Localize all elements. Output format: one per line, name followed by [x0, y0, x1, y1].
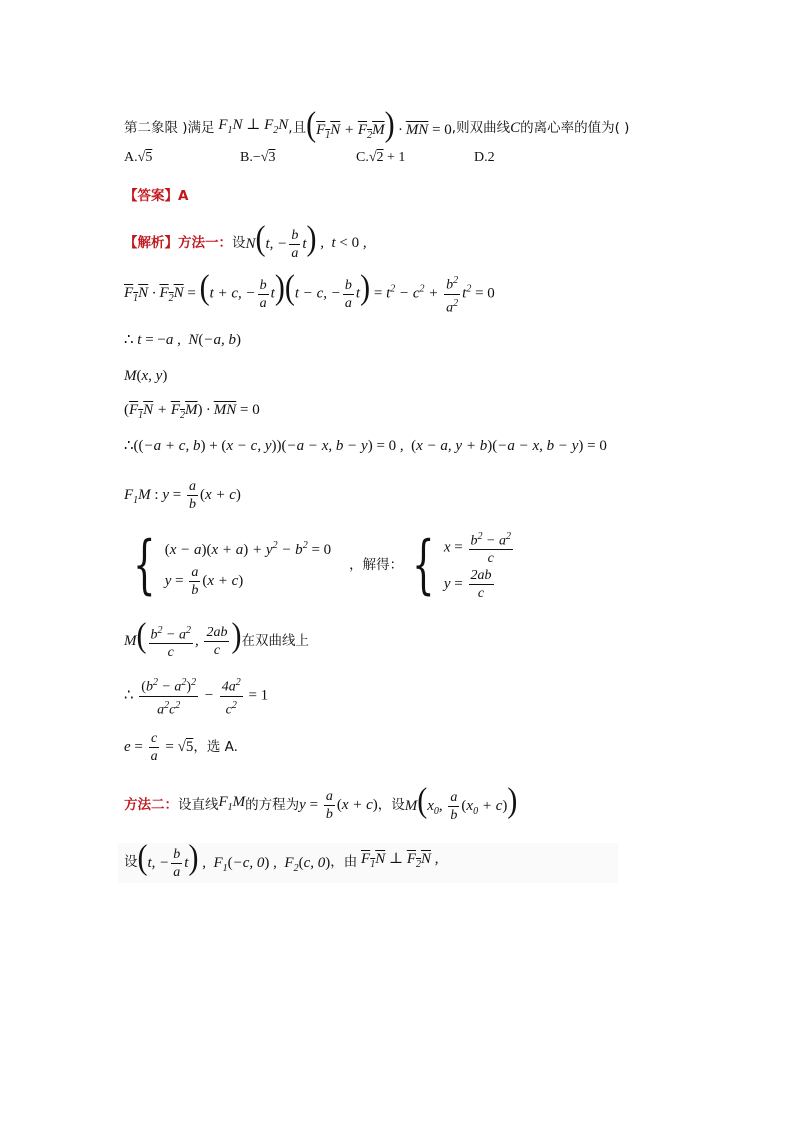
line-name: $F_1M$	[218, 794, 246, 813]
method1-line	[124, 219, 367, 262]
method2-text3: ，设	[377, 797, 405, 813]
m-coords-line	[124, 616, 309, 661]
m-point-line	[124, 366, 167, 386]
method2-last-a: 设	[124, 854, 138, 870]
dot-condition: $(F_1N + F_2M) \cdot \overline{MN} = 0$	[306, 105, 452, 144]
perp-condition: $F_1N$ ⊥ $F_2N$	[214, 117, 289, 136]
method2-perp: $F_1N$ ⊥ $F_2N$ ,	[361, 851, 439, 870]
option-d: D.2	[474, 150, 495, 165]
question-mid: ,且	[288, 120, 307, 136]
curve-name: C	[510, 120, 521, 136]
options-line	[124, 148, 495, 168]
on-hyperbola: 在双曲线上	[241, 633, 309, 649]
method2-m-point: $M(x_0$, $\frac{a}{b}$ $(x_0 + c)$)	[404, 781, 518, 824]
hyperbola-eq: ∴ $\frac{(b^2 - a^2)^2}{a^2c^2}$ − $\frac{4a^2}{c^2}$ = 1	[124, 674, 268, 718]
option-b: B.−√3	[240, 150, 276, 165]
method2-text1: 设直线	[178, 797, 219, 813]
line-f1m	[124, 478, 241, 512]
question-suffix: 的离心率的值为( )	[520, 120, 630, 136]
choose-answer: ，选 A.	[193, 739, 238, 755]
method2-line-eq: y = $\frac{a}{b}$ (x + c)	[299, 788, 378, 822]
analysis-label: 【解析】方法一：	[124, 235, 232, 251]
option-a: A.√5	[124, 150, 153, 165]
method1-set: 设	[232, 235, 246, 251]
method2-label: 方法二：	[124, 797, 178, 813]
method2-line	[124, 781, 518, 824]
t-result-line	[124, 330, 241, 350]
eccentricity: e = $\frac{c}{a}$ = √5	[124, 730, 194, 764]
answer-label: 【答案】A	[124, 188, 189, 204]
option-c: C.√2 + 1	[356, 150, 406, 165]
method2-last-b: ，由	[330, 854, 358, 870]
method2-last-line	[124, 838, 439, 881]
hyperbola-eq-line	[124, 676, 268, 716]
solve-label: ，解得：	[349, 557, 404, 573]
left-brace: {	[133, 528, 156, 602]
system-equations: $(x - a)(x + a) + y^2 - b^2 = 0$ y = $\frac{a}{b}$ (x + c)	[164, 539, 332, 598]
eccentricity-line	[124, 730, 238, 764]
t-condition: , t < 0 ,	[316, 235, 367, 251]
solution-equations: x = $\frac{b^2 - a^2}{c}$ y = $\frac{2ab}{c}$	[444, 528, 515, 603]
answer-line	[124, 186, 188, 206]
t-result: ∴ t = −a , N(−a, b)	[124, 332, 242, 348]
dot-product-formula: $F_1N \cdot F_2N = (t + c$, − $\frac{b}{a}$ t)(t − c, − $\frac{b}{a}$ $t) = t^2 - c^2$ + $\frac{b^2}{a^2}$ $t^2 = 0$	[124, 268, 495, 316]
question-line	[124, 105, 630, 146]
question-prefix: 第二象限 )满足	[124, 120, 215, 136]
question-end: ,则双曲线	[451, 120, 511, 136]
condition-formula: $(F_1N + F_2M) \cdot \overline{MN} = 0$	[124, 402, 260, 421]
f1m-equation: $F_1M$ : y = $\frac{a}{b}$ (x + c)	[124, 478, 241, 512]
dot-product-line	[124, 268, 495, 316]
point-n-def: N(t, − $\frac{b}{a}$ t)	[245, 219, 317, 262]
m-coords: M( $\frac{b^2 - a^2}{c}$ , $\frac{2ab}{c}$ )	[124, 616, 242, 661]
system-line	[124, 530, 515, 600]
method2-n-point: (t, − $\frac{b}{a}$ t) , $F_1(-c$, 0) , $F_2(c$, 0)	[137, 838, 331, 881]
expand-line	[124, 436, 607, 456]
expand-formula: ∴((−a + c, b) + (x − c, y))(−a − x, b − y) = 0 , (x − a, y + b)(−a − x, b − y) = 0	[124, 438, 607, 454]
right-brace: {	[412, 528, 435, 602]
condition-line	[124, 400, 260, 426]
m-point: M(x, y)	[124, 368, 168, 384]
method2-text2: 的方程为	[245, 797, 300, 813]
